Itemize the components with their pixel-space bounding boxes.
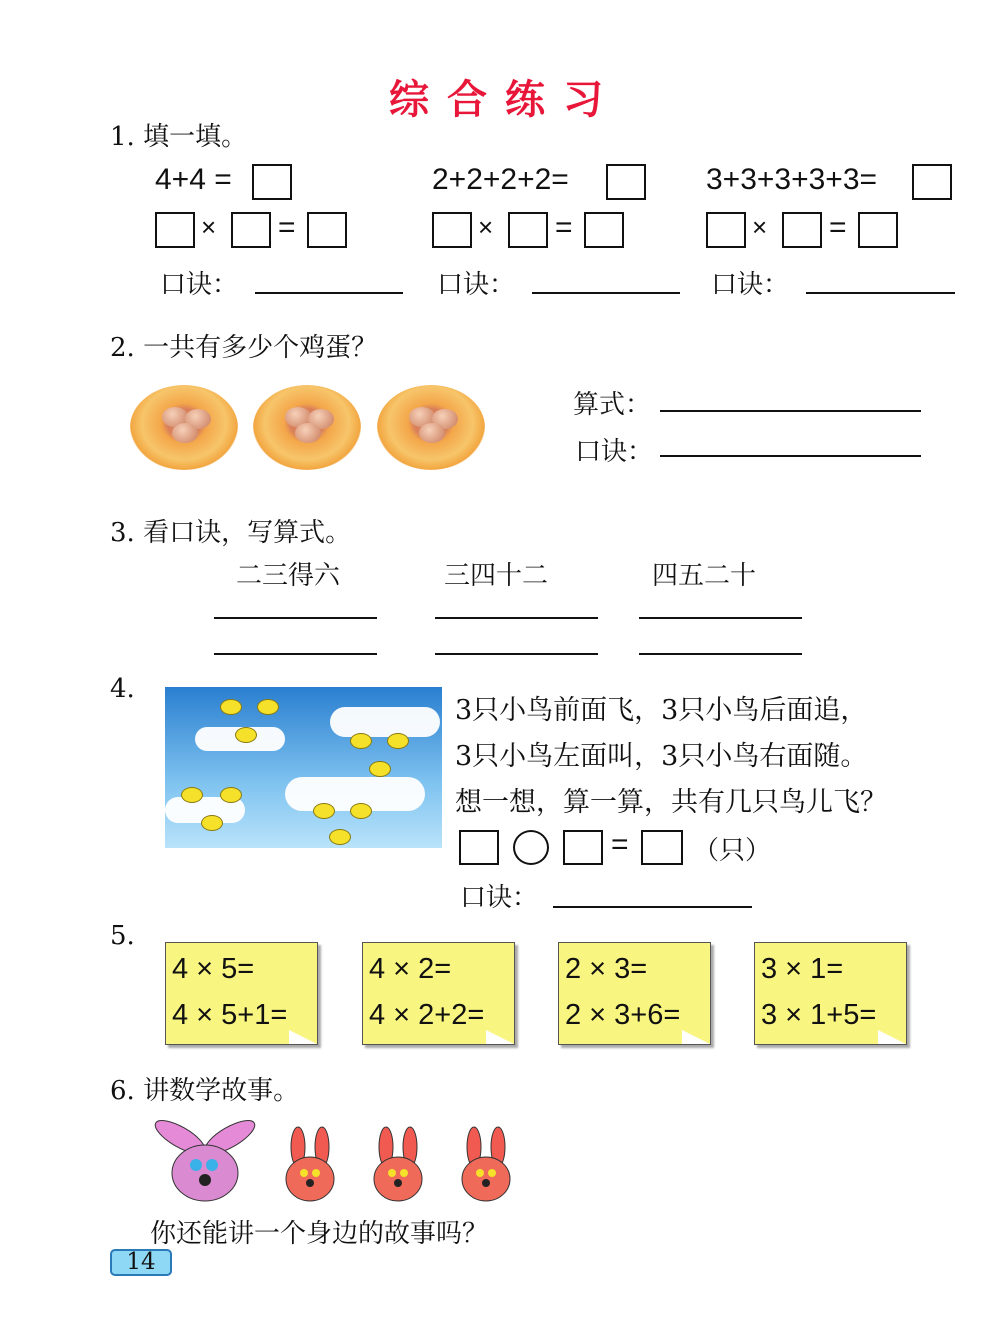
sticky-note [558, 942, 711, 1045]
answer-box[interactable] [641, 830, 683, 865]
answer-box[interactable] [858, 212, 898, 248]
expr-2: 2+2+2+2= [432, 163, 569, 196]
sticky-note [165, 942, 318, 1045]
expr-1: 4+4 = [155, 163, 232, 196]
question-2-label: 2. 一共有多少个鸡蛋？ [110, 333, 378, 363]
answer-box[interactable] [508, 212, 548, 248]
note-expr: 3 × 1+5= [761, 999, 877, 1031]
answer-line[interactable] [553, 906, 752, 908]
koujue-label: 口诀： [711, 270, 790, 300]
answer-line[interactable] [532, 292, 680, 294]
answer-box[interactable] [706, 212, 746, 248]
page-title: 综合练习 [389, 77, 621, 123]
poem-line: 3只小鸟前面飞，3只小鸟后面追， [455, 695, 868, 726]
answer-box[interactable] [782, 212, 822, 248]
sticky-note [362, 942, 515, 1045]
answer-line[interactable] [435, 653, 598, 655]
answer-line[interactable] [435, 617, 598, 619]
suanshi-label: 算式： [573, 390, 652, 420]
unit-label: （只） [693, 836, 772, 866]
poem-line: 3只小鸟左面叫，3只小鸟右面随。 [455, 741, 868, 772]
koujue-label: 口诀： [575, 437, 654, 467]
note-expr: 2 × 3+6= [565, 999, 681, 1031]
page-number: 14 [110, 1249, 172, 1276]
operator-circle[interactable] [513, 830, 549, 865]
answer-box[interactable] [563, 830, 603, 865]
question-1-label: 1. 填一填。 [110, 122, 248, 152]
story-question: 你还能讲一个身边的故事吗？ [150, 1219, 489, 1249]
poem-line: 想一想，算一算，共有几只鸟儿飞？ [455, 787, 887, 818]
koujue-label: 口诀： [460, 883, 539, 913]
egg-nest-image [130, 385, 238, 470]
answer-line[interactable] [806, 292, 955, 294]
question-5-label: 5. [110, 921, 135, 951]
answer-line[interactable] [639, 653, 802, 655]
note-expr: 4 × 2= [369, 953, 452, 985]
answer-box[interactable] [606, 164, 646, 200]
egg-nest-image [377, 385, 485, 470]
answer-line[interactable] [255, 292, 403, 294]
rhyme: 二三得六 [236, 561, 341, 591]
note-expr: 4 × 5+1= [172, 999, 288, 1031]
answer-line[interactable] [639, 617, 802, 619]
red-rabbit-icon [456, 1125, 516, 1205]
red-rabbit-icon [368, 1125, 428, 1205]
answer-box[interactable] [231, 212, 271, 248]
equals-sign: = [611, 828, 629, 861]
note-expr: 4 × 2+2= [369, 999, 485, 1031]
expr-3: 3+3+3+3+3= [706, 163, 878, 196]
rhyme: 四五二十 [652, 561, 757, 591]
birds-sky-image [165, 687, 442, 848]
question-3-label: 3. 看口诀，写算式。 [110, 518, 352, 548]
equals-sign: = [555, 211, 573, 244]
answer-box[interactable] [307, 212, 347, 248]
answer-box[interactable] [432, 212, 472, 248]
sticky-note [754, 942, 907, 1045]
equals-sign: = [278, 211, 296, 244]
times-sign: × [478, 212, 494, 242]
answer-box[interactable] [155, 212, 195, 248]
egg-nest-image [253, 385, 361, 470]
answer-box[interactable] [912, 164, 952, 200]
times-sign: × [201, 212, 217, 242]
question-4-label: 4. [110, 674, 135, 704]
answer-box[interactable] [459, 830, 499, 865]
note-expr: 4 × 5= [172, 953, 255, 985]
note-expr: 2 × 3= [565, 953, 648, 985]
answer-box[interactable] [584, 212, 624, 248]
rhyme: 三四十二 [444, 561, 549, 591]
answer-line[interactable] [214, 653, 377, 655]
answer-line[interactable] [214, 617, 377, 619]
question-6-label: 6. 讲数学故事。 [110, 1076, 300, 1106]
koujue-label: 口诀： [437, 270, 516, 300]
times-sign: × [752, 212, 768, 242]
red-rabbit-icon [280, 1125, 340, 1205]
equals-sign: = [829, 211, 847, 244]
answer-line[interactable] [660, 455, 921, 457]
note-expr: 3 × 1= [761, 953, 844, 985]
answer-box[interactable] [252, 164, 292, 200]
koujue-label: 口诀： [160, 270, 239, 300]
answer-line[interactable] [660, 410, 921, 412]
pink-rabbit-icon [150, 1115, 260, 1205]
